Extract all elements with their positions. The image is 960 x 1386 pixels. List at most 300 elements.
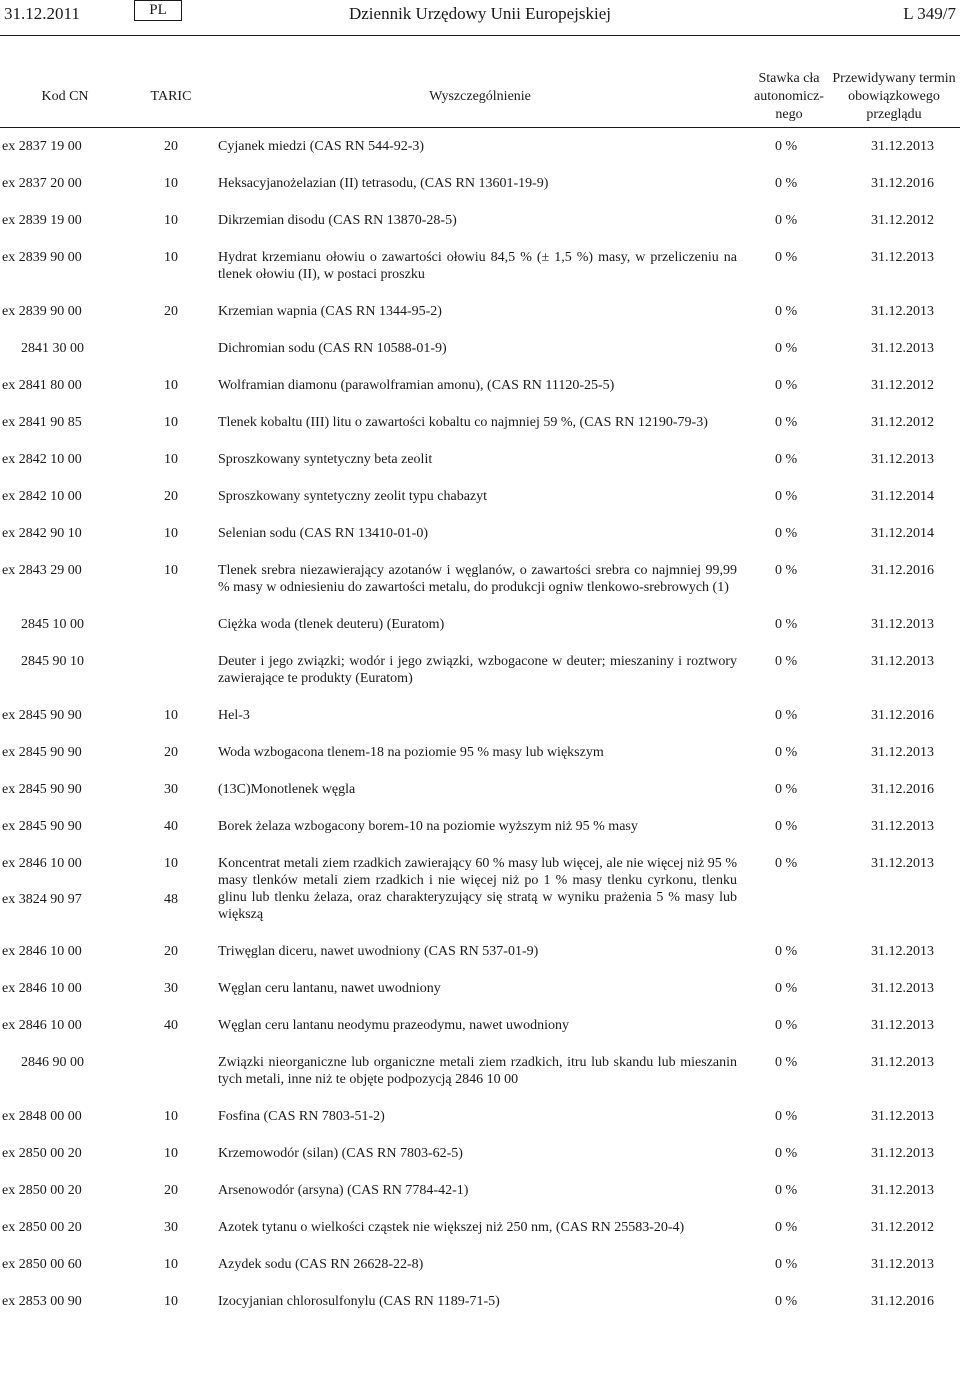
cn-code-cell: [0, 212, 118, 249]
duty-rate: 0 %: [775, 526, 798, 541]
cn-code: ex 2841 80 00: [2, 378, 82, 393]
cn-code: 2846 90 00: [21, 1055, 84, 1070]
review-date: 31.12.2013: [871, 856, 934, 871]
taric-cell: [118, 1182, 218, 1219]
taric-code: 40: [164, 1018, 178, 1033]
taric-cell: [118, 943, 218, 980]
duty-rate: 0 %: [775, 782, 798, 797]
rate-cell: [743, 1108, 830, 1145]
review-date-cell: [830, 175, 960, 212]
duty-rate: 0 %: [775, 1018, 798, 1033]
rate-cell: [743, 1054, 830, 1108]
taric-cell: [118, 1219, 218, 1256]
description-cell: [218, 707, 743, 744]
cn-code-cell: [0, 1108, 118, 1145]
review-date-cell: [830, 138, 960, 175]
review-date-cell: [830, 414, 960, 451]
review-date: 31.12.2013: [871, 654, 934, 669]
review-date: 31.12.2013: [871, 819, 934, 834]
description-cell: [218, 525, 743, 562]
review-date: 31.12.2013: [871, 341, 934, 356]
taric-code: 10: [164, 213, 178, 228]
review-date: 31.12.2014: [871, 489, 934, 504]
rate-cell: [743, 1145, 830, 1182]
taric-code: 10: [164, 1257, 178, 1272]
page-header: [0, 0, 960, 30]
taric-code: 20: [164, 745, 178, 760]
tariff-table-body: [0, 138, 960, 1330]
review-date-cell: [830, 525, 960, 562]
duty-rate: 0 %: [775, 489, 798, 504]
column-header-rate: [744, 70, 834, 124]
rate-cell: [743, 525, 830, 562]
review-date: 31.12.2016: [871, 708, 934, 723]
review-date: 31.12.2013: [871, 1018, 934, 1033]
table-row: [0, 1054, 960, 1108]
description-text: Związki nieorganiczne lub organiczne metali ziem rzadkich, itru lub skandu lub mieszanin tych metali, inne niż te objęte podpozycją 2846 10 00: [218, 1055, 737, 1087]
duty-rate: 0 %: [775, 944, 798, 959]
table-row: [0, 377, 960, 414]
rate-cell: [743, 1219, 830, 1256]
cn-code: ex 2837 19 00: [2, 139, 82, 154]
table-row: [0, 744, 960, 781]
table-row: [0, 1145, 960, 1182]
table-row: [0, 1017, 960, 1054]
review-date-cell: [830, 451, 960, 488]
review-date: 31.12.2016: [871, 782, 934, 797]
rate-cell: [743, 943, 830, 980]
description-cell: [218, 303, 743, 340]
cn-code-cell: [0, 1182, 118, 1219]
duty-rate: 0 %: [775, 250, 798, 265]
cn-code-cell: [0, 451, 118, 488]
description-cell: [218, 1108, 743, 1145]
rate-cell: [743, 1017, 830, 1054]
duty-rate: 0 %: [775, 1109, 798, 1124]
taric-cell: [118, 249, 218, 303]
cn-code: ex 2845 90 90: [2, 745, 82, 760]
duty-rate: 0 %: [775, 378, 798, 393]
review-date: 31.12.2013: [871, 1109, 934, 1124]
cn-code-cell: [0, 377, 118, 414]
taric-code: 10: [164, 250, 178, 265]
rate-cell: [743, 414, 830, 451]
review-date: 31.12.2013: [871, 1055, 934, 1070]
review-date-cell: [830, 1017, 960, 1054]
review-date-cell: [830, 303, 960, 340]
rate-cell: [743, 303, 830, 340]
duty-rate: 0 %: [775, 1220, 798, 1235]
description-cell: [218, 1145, 743, 1182]
rate-cell: [743, 340, 830, 377]
taric-code: 10: [164, 1294, 178, 1309]
page-reference: L 349/7: [903, 4, 956, 23]
column-header-cn: Kod CN: [41, 89, 89, 104]
table-row: [0, 303, 960, 340]
taric-code: 10: [164, 708, 178, 723]
description-cell: [218, 818, 743, 855]
description-text: Wolframian diamonu (parawolframian amonu), (CAS RN 11120-25-5): [218, 378, 615, 393]
taric-code: 30: [164, 782, 178, 797]
review-date: 31.12.2016: [871, 563, 934, 578]
taric-cell: [118, 1145, 218, 1182]
description-cell: [218, 488, 743, 525]
taric-cell: [118, 1108, 218, 1145]
review-date-cell: [830, 1054, 960, 1108]
duty-rate: 0 %: [775, 819, 798, 834]
description-text: Koncentrat metali ziem rzadkich zawierający 60 % masy lub więcej, ale nie więcej niż 95 % masy tlenków metali ziem rzadkich i nie więcej niż po 1 % masy tlenku cyrkonu, tlenku glinu lub tlenku żelaza, oraz charakteryzujący się stratą w wyniku prażenia 5 % masy lub większą: [218, 856, 737, 922]
review-date: 31.12.2014: [871, 526, 934, 541]
description-text: Woda wzbogacona tlenem-18 na poziomie 95 % masy lub większym: [218, 745, 604, 760]
cn-code: 2841 30 00: [21, 341, 84, 356]
description-cell: [218, 451, 743, 488]
table-row: [0, 562, 960, 616]
description-cell: [218, 340, 743, 377]
rate-cell: [743, 744, 830, 781]
description-cell: [218, 138, 743, 175]
description-cell: [218, 1256, 743, 1293]
duty-rate: 0 %: [775, 1055, 798, 1070]
review-date: 31.12.2013: [871, 1257, 934, 1272]
review-date-cell: [830, 980, 960, 1017]
review-date-cell: [830, 1256, 960, 1293]
review-date: 31.12.2013: [871, 304, 934, 319]
rate-cell: [743, 980, 830, 1017]
duty-rate: 0 %: [775, 176, 798, 191]
review-date: 31.12.2013: [871, 981, 934, 996]
review-date: 31.12.2013: [871, 250, 934, 265]
review-date-cell: [830, 707, 960, 744]
cn-code: ex 2846 10 00: [2, 944, 82, 959]
description-text: Borek żelaza wzbogacony borem-10 na poziomie wyższym niż 95 % masy: [218, 819, 638, 834]
cn-code-cell: [0, 781, 118, 818]
table-row: [0, 212, 960, 249]
taric-code: [164, 653, 218, 670]
rate-cell: [743, 653, 830, 707]
column-header-review-date: [828, 70, 960, 124]
rate-cell: [743, 562, 830, 616]
review-date-cell: [830, 1293, 960, 1330]
taric-cell: [118, 616, 218, 653]
cn-code: ex 2839 19 00: [2, 213, 82, 228]
column-header-taric: TARIC: [150, 89, 192, 104]
review-date-cell: [830, 943, 960, 980]
review-date: 31.12.2013: [871, 139, 934, 154]
cn-code-cell: [0, 138, 118, 175]
taric-code: 10: [164, 378, 178, 393]
rate-cell: [743, 451, 830, 488]
description-cell: [218, 1293, 743, 1330]
language-badge: PL: [134, 0, 182, 21]
taric-cell: [118, 744, 218, 781]
duty-rate: 0 %: [775, 415, 798, 430]
taric-code: [164, 340, 218, 357]
cn-code: ex 2845 90 90: [2, 708, 82, 723]
cn-code: ex 2842 90 10: [2, 526, 82, 541]
review-date-cell: [830, 340, 960, 377]
rate-cell: [743, 212, 830, 249]
description-text: Azotek tytanu o wielkości cząstek nie większej niż 250 nm, (CAS RN 25583-20-4): [218, 1220, 685, 1235]
review-date-cell: [830, 616, 960, 653]
taric-cell: [118, 1017, 218, 1054]
description-text: Azydek sodu (CAS RN 26628-22-8): [218, 1257, 424, 1272]
table-row: [0, 1108, 960, 1145]
description-text: Ciężka woda (tlenek deuteru) (Euratom): [218, 617, 445, 632]
cn-code-cell: [0, 1054, 118, 1108]
taric-code: 20: [164, 304, 178, 319]
review-date: 31.12.2012: [871, 415, 934, 430]
duty-rate: 0 %: [775, 856, 798, 871]
description-cell: [218, 414, 743, 451]
rate-cell: [743, 855, 830, 943]
review-date-cell: [830, 653, 960, 707]
description-text: Heksacyjanożelazian (II) tetrasodu, (CAS RN 13601-19-9): [218, 176, 549, 191]
description-cell: [218, 562, 743, 616]
review-date-cell: [830, 781, 960, 818]
description-cell: [218, 175, 743, 212]
duty-rate: 0 %: [775, 1294, 798, 1309]
rate-cell: [743, 1182, 830, 1219]
review-date-cell: [830, 377, 960, 414]
review-header-line: obowiązkowego: [848, 89, 940, 104]
description-cell: [218, 377, 743, 414]
taric-cell: [118, 175, 218, 212]
duty-rate: 0 %: [775, 304, 798, 319]
duty-rate: 0 %: [775, 563, 798, 578]
description-text: Deuter i jego związki; wodór i jego związki, wzbogacone w deuter; mieszaniny i roztwory zawierające te produkty (Euratom): [218, 654, 737, 686]
review-date-cell: [830, 488, 960, 525]
taric-code: 10: [164, 1146, 178, 1161]
cn-code-cell: [0, 249, 118, 303]
duty-rate: 0 %: [775, 981, 798, 996]
review-date-cell: [830, 1145, 960, 1182]
cn-code: ex 2843 29 00: [2, 563, 82, 578]
review-date-cell: [830, 818, 960, 855]
duty-rate: 0 %: [775, 1183, 798, 1198]
taric-code: [164, 1054, 218, 1071]
taric-cell: [118, 488, 218, 525]
cn-code-cell: [0, 562, 118, 616]
taric-cell: [118, 653, 218, 707]
tariff-table: [0, 138, 960, 1330]
cn-code-cell: [0, 1219, 118, 1256]
taric-cell: [118, 855, 218, 943]
duty-rate: 0 %: [775, 452, 798, 467]
table-row: [0, 653, 960, 707]
description-text: Fosfina (CAS RN 7803-51-2): [218, 1109, 385, 1124]
taric-cell: [118, 1054, 218, 1108]
cn-code: ex 2839 90 00: [2, 304, 82, 319]
taric-code: 10: [164, 415, 178, 430]
taric-code: 30: [164, 1220, 178, 1235]
table-row: [0, 175, 960, 212]
cn-code: ex 2845 90 90: [2, 782, 82, 797]
description-cell: [218, 943, 743, 980]
review-date: 31.12.2012: [871, 1220, 934, 1235]
taric-cell: [118, 781, 218, 818]
taric-code: 48: [164, 892, 178, 907]
cn-code: 2845 10 00: [21, 617, 84, 632]
review-header-line: przeglądu: [866, 107, 922, 122]
taric-cell: [118, 562, 218, 616]
cn-code: ex 2853 00 90: [2, 1294, 82, 1309]
cn-code-cell: [0, 303, 118, 340]
description-text: Krzemian wapnia (CAS RN 1344-95-2): [218, 304, 442, 319]
cn-code-cell: [0, 414, 118, 451]
taric-code: 10: [164, 526, 178, 541]
cn-code: ex 2846 10 00: [2, 1018, 82, 1033]
review-date: 31.12.2016: [871, 176, 934, 191]
description-text: (13C)Monotlenek węgla: [218, 782, 356, 797]
review-date-cell: [830, 1108, 960, 1145]
description-text: Węglan ceru lantanu, nawet uwodniony: [218, 981, 441, 996]
review-date: 31.12.2013: [871, 944, 934, 959]
table-row: [0, 980, 960, 1017]
table-row: [0, 1182, 960, 1219]
table-row: [0, 451, 960, 488]
taric-cell: [118, 138, 218, 175]
review-date-cell: [830, 562, 960, 616]
description-cell: [218, 744, 743, 781]
review-date: 31.12.2013: [871, 1183, 934, 1198]
description-text: Sproszkowany syntetyczny zeolit typu chabazyt: [218, 489, 488, 504]
description-cell: [218, 855, 743, 943]
description-cell: [218, 212, 743, 249]
taric-code: 10: [164, 452, 178, 467]
table-row: [0, 855, 960, 943]
description-text: Triwęglan diceru, nawet uwodniony (CAS RN 537-01-9): [218, 944, 539, 959]
review-date: 31.12.2013: [871, 1146, 934, 1161]
table-row: [0, 138, 960, 175]
description-text: Tlenek srebra niezawierający azotanów i węglanów, o zawartości srebra co najmniej 99,99 % masy w odniesieniu do zawartości metalu, do produkcji ogniw tlenkowo-srebrowych (1): [218, 563, 737, 595]
description-cell: [218, 616, 743, 653]
cn-code-cell: [0, 616, 118, 653]
rate-cell: [743, 1256, 830, 1293]
taric-code: 10: [164, 856, 178, 871]
duty-rate: 0 %: [775, 341, 798, 356]
description-cell: [218, 1017, 743, 1054]
description-text: Arsenowodór (arsyna) (CAS RN 7784-42-1): [218, 1183, 469, 1198]
cn-code-cell: [0, 1256, 118, 1293]
cn-code: 2845 90 10: [21, 654, 84, 669]
description-text: Krzemowodór (silan) (CAS RN 7803-62-5): [218, 1146, 463, 1161]
description-text: Hydrat krzemianu ołowiu o zawartości ołowiu 84,5 % (± 1,5 %) masy, w przeliczeniu na tlenek ołowiu (II), w postaci proszku: [218, 250, 737, 282]
table-row: [0, 414, 960, 451]
cn-code-cell: [0, 855, 118, 943]
taric-cell: [118, 212, 218, 249]
description-text: Dikrzemian disodu (CAS RN 13870-28-5): [218, 213, 457, 228]
cn-code-cell: [0, 340, 118, 377]
rate-cell: [743, 818, 830, 855]
taric-code: 20: [164, 1183, 178, 1198]
rate-cell: [743, 488, 830, 525]
table-row: [0, 616, 960, 653]
description-cell: [218, 249, 743, 303]
cn-code: ex 2845 90 90: [2, 819, 82, 834]
taric-code: 30: [164, 981, 178, 996]
taric-cell: [118, 414, 218, 451]
column-header-rule: [0, 127, 960, 128]
duty-rate: 0 %: [775, 1257, 798, 1272]
cn-code: ex 2846 10 00: [2, 856, 82, 871]
cn-code: ex 2842 10 00: [2, 489, 82, 504]
journal-title: Dziennik Urzędowy Unii Europejskiej: [348, 4, 611, 23]
review-date-cell: [830, 249, 960, 303]
description-text: Cyjanek miedzi (CAS RN 544-92-3): [218, 139, 425, 154]
description-cell: [218, 980, 743, 1017]
table-row: [0, 781, 960, 818]
description-cell: [218, 653, 743, 707]
rate-cell: [743, 249, 830, 303]
duty-rate: 0 %: [775, 617, 798, 632]
rate-cell: [743, 707, 830, 744]
table-row: [0, 488, 960, 525]
review-date: 31.12.2016: [871, 1294, 934, 1309]
publication-date: 31.12.2011: [4, 4, 80, 23]
rate-cell: [743, 781, 830, 818]
description-text: Sproszkowany syntetyczny beta zeolit: [218, 452, 433, 467]
table-row: [0, 340, 960, 377]
taric-cell: [118, 451, 218, 488]
cn-code: ex 2839 90 00: [2, 250, 82, 265]
duty-rate: 0 %: [775, 708, 798, 723]
cn-code: ex 2850 00 20: [2, 1183, 82, 1198]
header-rule: [0, 35, 960, 36]
column-header-description: Wyszczególnienie: [429, 89, 531, 104]
cn-code-cell: [0, 707, 118, 744]
duty-rate: 0 %: [775, 1146, 798, 1161]
taric-cell: [118, 980, 218, 1017]
cn-code: ex 2850 00 20: [2, 1220, 82, 1235]
cn-code: ex 2842 10 00: [2, 452, 82, 467]
description-text: Węglan ceru lantanu neodymu prazeodymu, nawet uwodniony: [218, 1018, 570, 1033]
description-cell: [218, 781, 743, 818]
rate-cell: [743, 138, 830, 175]
review-date: 31.12.2012: [871, 378, 934, 393]
table-row: [0, 707, 960, 744]
description-text: Dichromian sodu (CAS RN 10588-01-9): [218, 341, 447, 356]
cn-code: ex 2846 10 00: [2, 981, 82, 996]
rate-cell: [743, 616, 830, 653]
duty-rate: 0 %: [775, 745, 798, 760]
review-date: 31.12.2013: [871, 617, 934, 632]
cn-code-cell: [0, 744, 118, 781]
cn-code-cell: [0, 1293, 118, 1330]
cn-code: ex 2837 20 00: [2, 176, 82, 191]
cn-code-cell: [0, 980, 118, 1017]
duty-rate: 0 %: [775, 139, 798, 154]
description-text: Izocyjanian chlorosulfonylu (CAS RN 1189-71-5): [218, 1294, 500, 1309]
taric-code: 10: [164, 563, 178, 578]
review-date-cell: [830, 212, 960, 249]
review-date-cell: [830, 1219, 960, 1256]
taric-cell: [118, 818, 218, 855]
review-date-cell: [830, 855, 960, 943]
taric-code: [164, 616, 218, 633]
duty-rate: 0 %: [775, 654, 798, 669]
description-text: Tlenek kobaltu (III) litu o zawartości kobaltu co najmniej 59 %, (CAS RN 12190-79-3): [218, 415, 708, 430]
taric-cell: [118, 340, 218, 377]
review-date-cell: [830, 744, 960, 781]
review-date: 31.12.2012: [871, 213, 934, 228]
rate-header-line: autonomicz-: [754, 89, 824, 104]
description-text: Selenian sodu (CAS RN 13410-01-0): [218, 526, 428, 541]
cn-code: ex 2841 90 85: [2, 415, 82, 430]
review-date-cell: [830, 1182, 960, 1219]
review-date: 31.12.2013: [871, 452, 934, 467]
review-header-line: Przewidywany termin: [832, 71, 956, 86]
taric-code: 10: [164, 176, 178, 191]
